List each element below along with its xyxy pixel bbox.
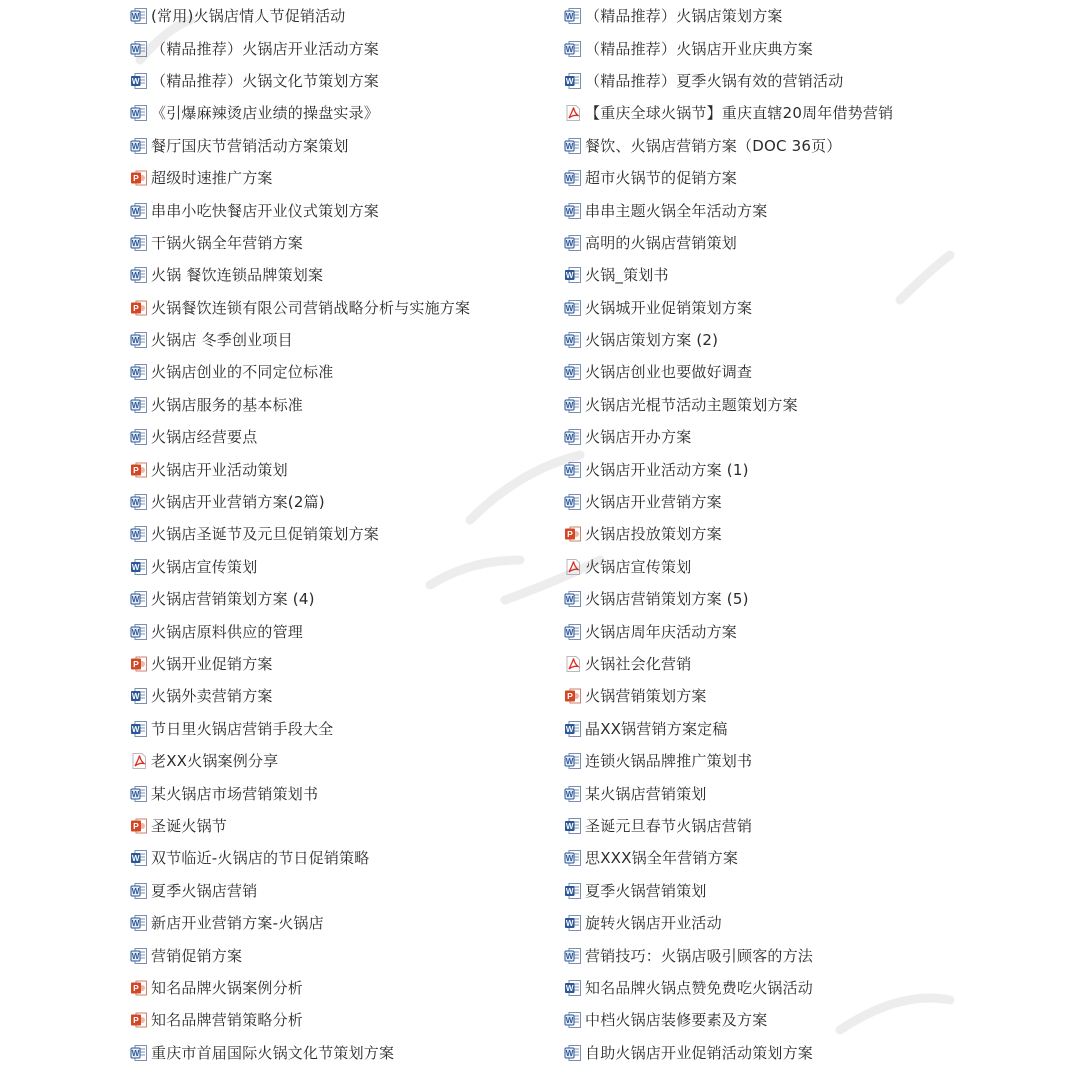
- svg-text:W: W: [131, 238, 140, 248]
- file-item[interactable]: [564, 939, 1044, 971]
- svg-text:W: W: [565, 206, 574, 216]
- file-item[interactable]: [130, 875, 550, 907]
- file-item[interactable]: [130, 389, 550, 421]
- pdf-icon: [564, 104, 582, 122]
- file-name: 火锅店光棍节活动主题策划方案: [585, 395, 798, 414]
- file-name: 火锅外卖营销方案: [151, 687, 273, 706]
- file-item[interactable]: [564, 972, 1044, 1004]
- file-name: 旋转火锅店开业活动: [585, 914, 722, 933]
- svg-text:W: W: [565, 724, 574, 734]
- word-doc-icon: [130, 428, 148, 446]
- word-docx-icon: [564, 720, 582, 738]
- file-name: （精品推荐）火锅店开业庆典方案: [585, 39, 814, 58]
- svg-text:W: W: [565, 854, 574, 864]
- file-item[interactable]: [564, 227, 1044, 259]
- file-column-left: [130, 0, 550, 1069]
- file-item[interactable]: [130, 1004, 550, 1036]
- file-item[interactable]: [564, 842, 1044, 874]
- word-doc-icon: [564, 590, 582, 608]
- file-name: （精品推荐）火锅店开业活动方案: [151, 39, 380, 58]
- svg-text:W: W: [565, 400, 574, 410]
- word-doc-icon: [564, 169, 582, 187]
- file-name: 某火锅店营销策划: [585, 784, 707, 803]
- file-name: (常用)火锅店情人节促销活动: [151, 7, 346, 26]
- file-name: 火锅 餐饮连锁品牌策划案: [151, 266, 324, 285]
- word-docx-icon: [130, 720, 148, 738]
- file-name: 火锅店 冬季创业项目: [151, 331, 293, 350]
- file-item[interactable]: [564, 130, 1044, 162]
- file-name: 营销促销方案: [151, 946, 243, 965]
- file-item[interactable]: [564, 777, 1044, 809]
- svg-text:W: W: [131, 886, 140, 896]
- file-item[interactable]: [130, 583, 550, 615]
- file-name: 火锅店宣传策划: [151, 557, 258, 576]
- file-name: 火锅店营销策划方案 (4): [151, 590, 315, 609]
- file-name: 餐饮、火锅店营销方案（DOC 36页）: [585, 136, 842, 155]
- svg-text:W: W: [565, 44, 574, 54]
- svg-text:W: W: [131, 951, 140, 961]
- word-docx-icon: [130, 849, 148, 867]
- file-item[interactable]: [130, 810, 550, 842]
- svg-text:W: W: [565, 919, 574, 929]
- word-doc-icon: [564, 202, 582, 220]
- file-name: 火锅店开业活动策划: [151, 460, 288, 479]
- word-doc-icon: [130, 1044, 148, 1062]
- ppt-icon: [130, 1011, 148, 1029]
- word-doc-icon: [130, 7, 148, 25]
- svg-text:P: P: [133, 1015, 139, 1026]
- file-item[interactable]: [564, 421, 1044, 453]
- word-doc-icon: [130, 266, 148, 284]
- file-item[interactable]: [564, 648, 1044, 680]
- file-name: 重庆市首届国际火锅文化节策划方案: [151, 1043, 395, 1062]
- svg-text:W: W: [565, 757, 574, 767]
- file-name: 知名品牌火锅案例分析: [151, 978, 304, 997]
- word-doc-icon: [130, 104, 148, 122]
- file-item[interactable]: [564, 97, 1044, 129]
- svg-text:W: W: [565, 983, 574, 993]
- svg-text:W: W: [565, 368, 574, 378]
- file-item[interactable]: [564, 356, 1044, 388]
- file-item[interactable]: [130, 227, 550, 259]
- svg-text:W: W: [565, 336, 574, 346]
- file-name: 双节临近-火锅店的节日促销策略: [151, 849, 370, 868]
- word-doc-icon: [130, 947, 148, 965]
- svg-text:W: W: [565, 627, 574, 637]
- word-doc-icon: [564, 1011, 582, 1029]
- file-name: 串串小吃快餐店开业仪式策划方案: [151, 201, 380, 220]
- svg-text:W: W: [565, 174, 574, 184]
- svg-text:W: W: [131, 433, 140, 443]
- file-item[interactable]: [130, 713, 550, 745]
- file-name: 夏季火锅店营销: [151, 881, 258, 900]
- file-name: （精品推荐）夏季火锅有效的营销活动: [585, 71, 844, 90]
- svg-text:W: W: [565, 465, 574, 475]
- word-docx-icon: [564, 914, 582, 932]
- file-name: 火锅店经营要点: [151, 428, 258, 447]
- svg-text:P: P: [133, 659, 139, 670]
- file-name: 火锅店开业营销方案: [585, 493, 722, 512]
- svg-text:W: W: [565, 951, 574, 961]
- word-doc-icon: [130, 525, 148, 543]
- word-doc-icon: [564, 299, 582, 317]
- file-name: 火锅店圣诞节及元旦促销策划方案: [151, 525, 380, 544]
- word-doc-icon: [130, 493, 148, 511]
- word-doc-icon: [130, 623, 148, 641]
- file-item[interactable]: [130, 0, 550, 32]
- word-doc-icon: [130, 234, 148, 252]
- pdf-icon: [564, 655, 582, 673]
- file-item[interactable]: [130, 551, 550, 583]
- ppt-icon: [130, 461, 148, 479]
- file-item[interactable]: [130, 162, 550, 194]
- file-item[interactable]: [130, 518, 550, 550]
- file-item[interactable]: [564, 680, 1044, 712]
- ppt-icon: [564, 687, 582, 705]
- file-name: 连锁火锅品牌推广策划书: [585, 752, 753, 771]
- file-item[interactable]: [564, 0, 1044, 32]
- svg-text:W: W: [131, 44, 140, 54]
- svg-text:P: P: [133, 983, 139, 994]
- svg-text:W: W: [131, 12, 140, 22]
- file-item[interactable]: [564, 551, 1044, 583]
- file-name: 【重庆全球火锅节】重庆直辖20周年借势营销: [585, 104, 894, 123]
- word-doc-icon: [130, 914, 148, 932]
- svg-text:W: W: [565, 76, 574, 86]
- file-item[interactable]: [130, 324, 550, 356]
- word-doc-icon: [564, 1044, 582, 1062]
- svg-text:W: W: [131, 109, 140, 119]
- svg-text:P: P: [133, 302, 139, 313]
- svg-text:W: W: [565, 238, 574, 248]
- file-name: 干锅火锅全年营销方案: [151, 233, 304, 252]
- word-doc-icon: [564, 493, 582, 511]
- word-docx-icon: [130, 72, 148, 90]
- file-name: 老XX火锅案例分享: [151, 752, 279, 771]
- file-item[interactable]: [130, 130, 550, 162]
- word-doc-icon: [130, 202, 148, 220]
- svg-text:W: W: [131, 141, 140, 151]
- pdf-icon: [130, 752, 148, 770]
- word-docx-icon: [130, 558, 148, 576]
- file-name: 自助火锅店开业促销活动策划方案: [585, 1043, 814, 1062]
- svg-text:W: W: [131, 562, 140, 572]
- file-name: 火锅店营销策划方案 (5): [585, 590, 749, 609]
- file-item[interactable]: [130, 648, 550, 680]
- file-name: 晶XX锅营销方案定稿: [585, 719, 728, 738]
- file-name: 火锅店原料供应的管理: [151, 622, 304, 641]
- svg-text:W: W: [131, 498, 140, 508]
- file-name: 餐厅国庆节营销活动方案策划: [151, 136, 349, 155]
- file-name: 火锅社会化营销: [585, 655, 692, 673]
- svg-text:W: W: [565, 1048, 574, 1058]
- svg-text:W: W: [565, 595, 574, 605]
- word-doc-icon: [130, 590, 148, 608]
- svg-text:W: W: [565, 789, 574, 799]
- file-item[interactable]: [564, 745, 1044, 777]
- file-item[interactable]: [564, 453, 1044, 485]
- file-name: 火锅店投放策划方案: [585, 525, 722, 544]
- file-item[interactable]: [130, 194, 550, 226]
- file-name: 火锅店周年庆活动方案: [585, 622, 738, 641]
- svg-text:P: P: [567, 529, 573, 540]
- file-name: 超级时速推广方案: [151, 169, 273, 188]
- file-item[interactable]: [130, 972, 550, 1004]
- file-name: 火锅城开业促销策划方案: [585, 298, 753, 317]
- file-item[interactable]: [564, 810, 1044, 842]
- file-item[interactable]: [130, 907, 550, 939]
- word-doc-icon: [564, 461, 582, 479]
- svg-text:W: W: [131, 400, 140, 410]
- svg-text:W: W: [565, 12, 574, 22]
- file-item[interactable]: [564, 292, 1044, 324]
- file-name: 思XXX锅全年营销方案: [585, 849, 739, 868]
- file-item[interactable]: [564, 713, 1044, 745]
- file-item[interactable]: [564, 486, 1044, 518]
- file-item[interactable]: [130, 292, 550, 324]
- file-name: 高明的火锅店营销策划: [585, 233, 738, 252]
- file-name: （精品推荐）火锅文化节策划方案: [151, 71, 380, 90]
- file-item[interactable]: [130, 65, 550, 97]
- file-name: 新店开业营销方案-火锅店: [151, 914, 324, 933]
- svg-text:W: W: [131, 530, 140, 540]
- file-item[interactable]: [130, 97, 550, 129]
- file-item[interactable]: [130, 32, 550, 64]
- file-name: 中档火锅店装修要素及方案: [585, 1011, 768, 1030]
- file-name: 《引爆麻辣烫店业绩的操盘实录》: [151, 104, 380, 123]
- file-name: 节日里火锅店营销手段大全: [151, 719, 334, 738]
- file-name: 知名品牌火锅点赞免费吃火锅活动: [585, 978, 814, 997]
- svg-text:W: W: [565, 1016, 574, 1026]
- pdf-icon: [564, 558, 582, 576]
- svg-text:W: W: [131, 724, 140, 734]
- file-item[interactable]: [564, 1037, 1044, 1069]
- file-name: 火锅店开业活动方案 (1): [585, 460, 749, 479]
- file-item[interactable]: [130, 453, 550, 485]
- file-name: 圣诞火锅节: [151, 816, 228, 835]
- file-name: 知名品牌营销策略分析: [151, 1011, 304, 1030]
- word-doc-icon: [130, 396, 148, 414]
- word-doc-icon: [564, 396, 582, 414]
- svg-text:W: W: [131, 789, 140, 799]
- svg-text:W: W: [131, 692, 140, 702]
- svg-text:W: W: [131, 627, 140, 637]
- word-docx-icon: [564, 266, 582, 284]
- svg-text:W: W: [131, 271, 140, 281]
- file-item[interactable]: [564, 389, 1044, 421]
- file-item[interactable]: [564, 615, 1044, 647]
- file-item[interactable]: [130, 680, 550, 712]
- word-doc-icon: [564, 752, 582, 770]
- word-doc-icon: [564, 849, 582, 867]
- ppt-icon: [130, 169, 148, 187]
- file-item[interactable]: [564, 518, 1044, 550]
- file-name: 火锅店开办方案: [585, 428, 692, 447]
- svg-text:W: W: [131, 206, 140, 216]
- word-docx-icon: [130, 687, 148, 705]
- file-item[interactable]: [564, 1004, 1044, 1036]
- svg-text:W: W: [565, 886, 574, 896]
- word-doc-icon: [564, 7, 582, 25]
- svg-text:W: W: [565, 303, 574, 313]
- file-item[interactable]: [130, 939, 550, 971]
- svg-text:W: W: [565, 821, 574, 831]
- file-name: 夏季火锅营销策划: [585, 881, 707, 900]
- file-item[interactable]: [130, 777, 550, 809]
- file-item[interactable]: [564, 583, 1044, 615]
- ppt-icon: [130, 299, 148, 317]
- word-doc-icon: [564, 363, 582, 381]
- svg-text:W: W: [565, 271, 574, 281]
- file-item[interactable]: [130, 615, 550, 647]
- word-doc-icon: [564, 40, 582, 58]
- file-name: 火锅店开业营销方案(2篇): [151, 493, 325, 512]
- file-item[interactable]: [564, 259, 1044, 291]
- file-name: 火锅店策划方案 (2): [585, 331, 719, 350]
- file-name: 火锅_策划书: [585, 266, 669, 285]
- svg-text:W: W: [131, 919, 140, 929]
- svg-text:W: W: [131, 1048, 140, 1058]
- word-doc-icon: [564, 428, 582, 446]
- file-item[interactable]: [564, 324, 1044, 356]
- file-name: 火锅店创业的不同定位标准: [151, 363, 334, 382]
- file-item[interactable]: [130, 259, 550, 291]
- file-item[interactable]: [130, 356, 550, 388]
- file-item[interactable]: [130, 1037, 550, 1069]
- file-name: 超市火锅节的促销方案: [585, 169, 738, 188]
- svg-text:W: W: [565, 141, 574, 151]
- svg-text:W: W: [131, 595, 140, 605]
- file-item[interactable]: [130, 486, 550, 518]
- file-name: 火锅店服务的基本标准: [151, 395, 304, 414]
- word-doc-icon: [130, 882, 148, 900]
- word-docx-icon: [564, 817, 582, 835]
- word-doc-icon: [564, 947, 582, 965]
- word-doc-icon: [564, 785, 582, 803]
- file-name: 火锅餐饮连锁有限公司营销战略分析与实施方案: [151, 298, 471, 317]
- file-item[interactable]: [564, 875, 1044, 907]
- svg-text:P: P: [133, 821, 139, 832]
- word-docx-icon: [564, 979, 582, 997]
- file-column-right: [564, 0, 1044, 1069]
- svg-text:P: P: [133, 173, 139, 184]
- file-name: 火锅店创业也要做好调查: [585, 363, 753, 382]
- svg-text:W: W: [131, 854, 140, 864]
- word-doc-icon: [564, 331, 582, 349]
- file-item[interactable]: [130, 745, 550, 777]
- svg-text:W: W: [131, 368, 140, 378]
- svg-text:W: W: [131, 76, 140, 86]
- svg-text:W: W: [131, 336, 140, 346]
- file-item[interactable]: [130, 842, 550, 874]
- file-name: 某火锅店市场营销策划书: [151, 784, 319, 803]
- word-docx-icon: [564, 72, 582, 90]
- file-name: 火锅店宣传策划: [585, 557, 692, 576]
- file-item[interactable]: [564, 162, 1044, 194]
- file-item[interactable]: [564, 32, 1044, 64]
- file-item[interactable]: [564, 907, 1044, 939]
- word-doc-icon: [130, 331, 148, 349]
- ppt-icon: [130, 655, 148, 673]
- word-doc-icon: [130, 137, 148, 155]
- word-docx-icon: [564, 882, 582, 900]
- ppt-icon: [564, 525, 582, 543]
- word-doc-icon: [130, 363, 148, 381]
- file-item[interactable]: [130, 421, 550, 453]
- ppt-icon: [130, 979, 148, 997]
- svg-text:W: W: [565, 433, 574, 443]
- file-name: （精品推荐）火锅店策划方案: [585, 7, 783, 26]
- word-doc-icon: [564, 234, 582, 252]
- file-name: 串串主题火锅全年活动方案: [585, 201, 768, 220]
- word-doc-icon: [130, 785, 148, 803]
- svg-text:P: P: [133, 464, 139, 475]
- file-name: 营销技巧：火锅店吸引顾客的方法: [585, 946, 814, 965]
- svg-text:W: W: [565, 498, 574, 508]
- word-doc-icon: [130, 40, 148, 58]
- word-doc-icon: [564, 623, 582, 641]
- file-name: 火锅开业促销方案: [151, 655, 273, 673]
- file-item[interactable]: [564, 194, 1044, 226]
- svg-text:P: P: [567, 691, 573, 702]
- file-name: 圣诞元旦春节火锅店营销: [585, 816, 753, 835]
- word-doc-icon: [564, 137, 582, 155]
- file-item[interactable]: [564, 65, 1044, 97]
- file-name: 火锅营销策划方案: [585, 687, 707, 706]
- ppt-icon: [130, 817, 148, 835]
